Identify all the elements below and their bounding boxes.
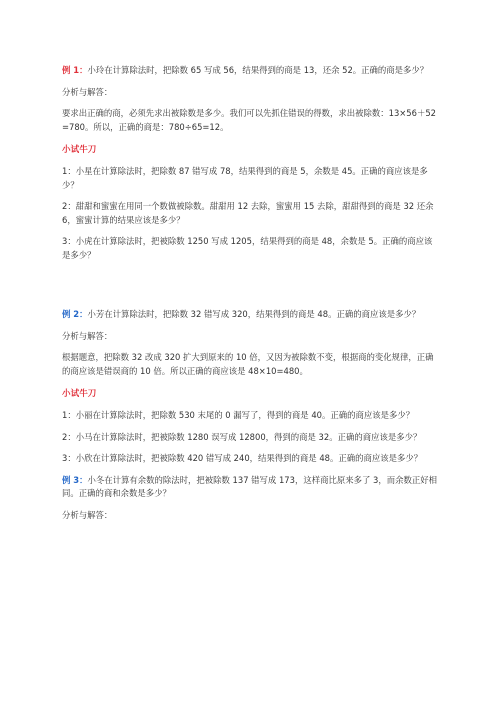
document-body: [62, 64, 438, 522]
practice-1-item-2: 2：甜甜和蜜蜜在用同一个数做被除数。甜甜用 12 去除，蜜蜜用 15 去除，甜甜得到的商是 32 还余 6，蜜蜜计算的结果应该是多少？: [62, 201, 434, 225]
practice-1-item-1: 1：小星在计算除法时，把除数 87 错写成 78，结果得到的商是 5，余数是 45。正确的商应该是多少？: [62, 166, 428, 190]
example-3-text: 小冬在计算有余数的除法时，把被除数 137 错写成 173，这样商比原来多了 3，而余数正好相同。正确的商和余数是多少？: [62, 474, 437, 498]
practice-1-item-3: 3：小虎在计算除法时，把被除数 1250 写成 1205，结果得到的商是 48，余数是 5。正确的商应该是多少？: [62, 236, 433, 260]
practice-2-title: 小试牛刀: [62, 389, 97, 399]
analysis-title-3: 分析与解答：: [62, 509, 113, 520]
practice-1-title: 小试牛刀: [62, 145, 97, 155]
example-2: [62, 308, 438, 322]
example-2-label: 例 2：: [62, 309, 88, 319]
example-3: [62, 474, 438, 501]
practice-2-item-1: 1：小丽在计算除法时，把除数 530 末尾的 0 漏写了，得到的商是 40。正确的商应该是多少？: [62, 410, 415, 420]
practice-2-item-2: 2：小马在计算除法时，把被除数 1280 误写成 12800，得到的商是 32。正确的商应该是多少？: [62, 431, 422, 442]
practice-2-item-3: 3：小欣在计算除法时，把被除数 420 错写成 240，结果得到的商是 48。正确的商应该是多少？: [62, 453, 423, 463]
analysis-2: 根据题意，把除数 32 改成 320 扩大到原来的 10 倍，又因为被除数不变，根据商的变化规律，正确的商应该是错误商的 10 倍。所以正确的商应该是 48×10=480。: [62, 352, 434, 376]
example-1-text: 小玲在计算除法时，把除数 65 写成 56，结果得到的商是 13，还余 52。正确的商是多少？: [87, 65, 429, 75]
example-1-label: 例 1：: [62, 65, 88, 75]
analysis-title-2: 分析与解答：: [62, 330, 113, 341]
analysis-1: 要求出正确的商，必须先求出被除数是多少。我们可以先抓住错误的得数，求出被除数：13×56＋52=780。所以，正确的商是：780÷65=12。: [62, 108, 436, 132]
example-3-label: 例 3：: [62, 474, 88, 485]
analysis-title-1: 分析与解答：: [62, 86, 113, 97]
example-1: [62, 64, 438, 78]
example-2-text: 小芳在计算除法时，把除数 32 错写成 320，结果得到的商是 48。正确的商应该是多少？: [87, 309, 421, 319]
